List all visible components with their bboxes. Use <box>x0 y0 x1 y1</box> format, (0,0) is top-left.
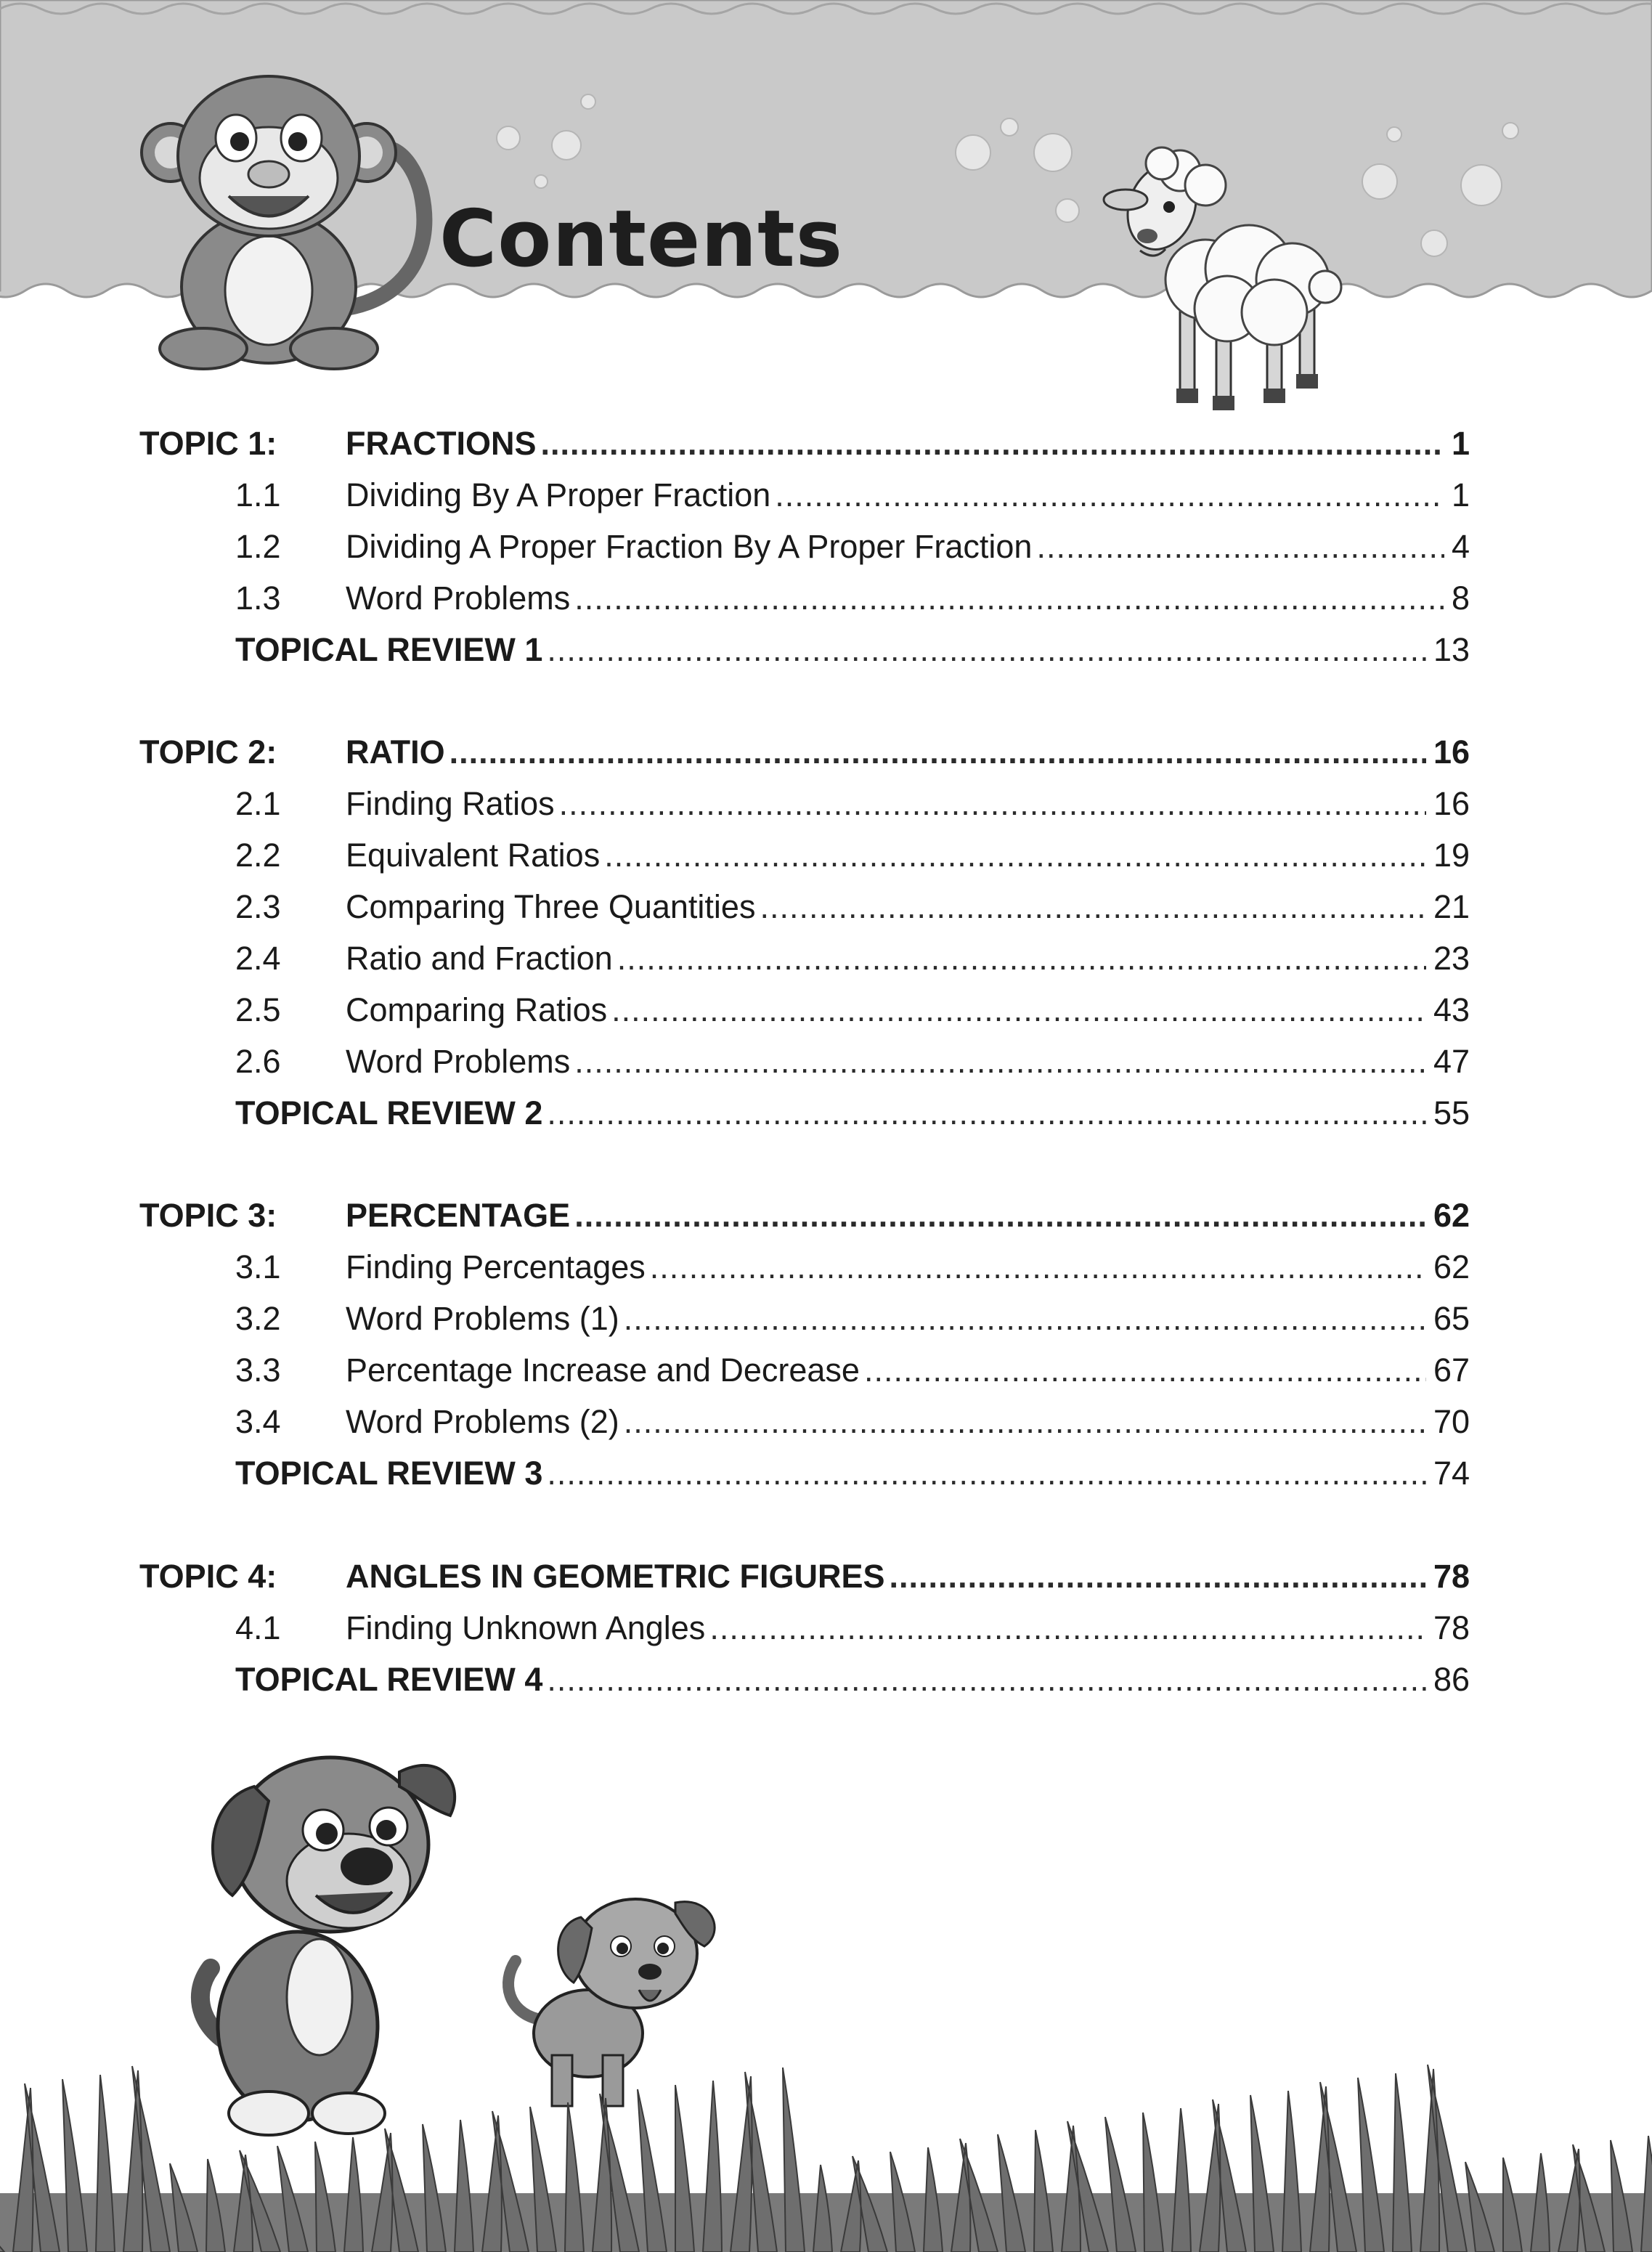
toc-topic-row[interactable] <box>139 1550 1470 1602</box>
toc-subtopic-row[interactable] <box>139 932 1470 984</box>
page-number: 16 <box>1433 733 1470 771</box>
toc-review-row[interactable] <box>139 1447 1470 1499</box>
page-number: 86 <box>1433 1661 1470 1698</box>
subtopic-number: 1.2 <box>235 528 281 565</box>
subtopic-title: Finding Percentages <box>346 1248 646 1285</box>
topic-label: TOPIC 4: <box>139 1558 277 1595</box>
subtopic-number: 2.3 <box>235 888 281 925</box>
page-number: 47 <box>1433 1043 1470 1080</box>
dot-leader <box>760 881 1425 932</box>
page-number: 16 <box>1433 785 1470 822</box>
page-number: 1 <box>1451 476 1470 513</box>
subtopic-number: 2.1 <box>235 785 281 822</box>
toc-subtopic-row[interactable] <box>139 829 1470 881</box>
subtopic-title: Word Problems (2) <box>346 1403 619 1440</box>
topic-label: TOPIC 1: <box>139 425 277 462</box>
dot-leader <box>547 1654 1426 1705</box>
subtopic-title: Finding Unknown Angles <box>346 1609 706 1646</box>
page-number: 1 <box>1451 425 1470 462</box>
toc-subtopic-row[interactable] <box>139 1602 1470 1654</box>
dot-leader <box>617 932 1426 984</box>
subtopic-title: Word Problems <box>346 580 571 617</box>
monkey-illustration <box>123 69 472 374</box>
page-number: 62 <box>1433 1197 1470 1234</box>
review-title: TOPICAL REVIEW 2 <box>235 1094 543 1131</box>
toc-subtopic-row[interactable] <box>139 1036 1470 1087</box>
topic-title: FRACTIONS <box>346 425 537 462</box>
page-number: 4 <box>1451 528 1470 565</box>
dot-leader <box>547 1087 1426 1139</box>
toc-subtopic-row[interactable] <box>139 1396 1470 1447</box>
subtopic-title: Comparing Ratios <box>346 991 608 1028</box>
dot-leader <box>611 984 1426 1036</box>
page-number: 78 <box>1433 1609 1470 1646</box>
topic-title: PERCENTAGE <box>346 1197 571 1234</box>
dot-leader <box>604 829 1426 881</box>
grass-blades <box>0 2065 1652 2252</box>
review-title: TOPICAL REVIEW 4 <box>235 1661 543 1698</box>
topic-section-2 <box>139 726 1470 1139</box>
lamb-illustration <box>1082 134 1358 425</box>
subtopic-title: Word Problems (1) <box>346 1300 619 1337</box>
subtopic-title: Finding Ratios <box>346 785 555 822</box>
toc-subtopic-row[interactable] <box>139 984 1470 1036</box>
toc-topic-row[interactable] <box>139 1190 1470 1241</box>
subtopic-number: 3.4 <box>235 1403 281 1440</box>
toc-subtopic-row[interactable] <box>139 1241 1470 1293</box>
page-number: 74 <box>1433 1455 1470 1492</box>
dot-leader <box>890 1550 1426 1602</box>
topic-label: TOPIC 3: <box>139 1197 277 1234</box>
page-number: 78 <box>1433 1558 1470 1595</box>
toc-subtopic-row[interactable] <box>139 521 1470 572</box>
subtopic-number: 1.3 <box>235 580 281 617</box>
page-number: 23 <box>1433 940 1470 977</box>
subtopic-number: 3.2 <box>235 1300 281 1337</box>
toc-review-row[interactable] <box>139 1654 1470 1705</box>
topic-title: ANGLES IN GEOMETRIC FIGURES <box>346 1558 885 1595</box>
subtopic-number: 1.1 <box>235 476 281 513</box>
dot-leader <box>1036 521 1444 572</box>
page-number: 19 <box>1433 837 1470 874</box>
page-number: 55 <box>1433 1094 1470 1131</box>
subtopic-title: Percentage Increase and Decrease <box>346 1351 860 1389</box>
subtopic-number: 3.1 <box>235 1248 281 1285</box>
subtopic-title: Equivalent Ratios <box>346 837 601 874</box>
dot-leader <box>864 1344 1426 1396</box>
review-title: TOPICAL REVIEW 3 <box>235 1455 543 1492</box>
topic-title: RATIO <box>346 733 445 771</box>
subtopic-title: Dividing A Proper Fraction By A Proper Fraction <box>346 528 1033 565</box>
subtopic-title: Ratio and Fraction <box>346 940 613 977</box>
topic-section-1 <box>139 418 1470 675</box>
subtopic-title: Dividing By A Proper Fraction <box>346 476 771 513</box>
page-number: 13 <box>1433 631 1470 668</box>
subtopic-number: 4.1 <box>235 1609 281 1646</box>
subtopic-number: 2.4 <box>235 940 281 977</box>
page-number: 65 <box>1433 1300 1470 1337</box>
page-number: 70 <box>1433 1403 1470 1440</box>
topic-label: TOPIC 2: <box>139 733 277 771</box>
topic-section-3 <box>139 1190 1470 1499</box>
dot-leader <box>574 1190 1426 1241</box>
toc-subtopic-row[interactable] <box>139 1344 1470 1396</box>
toc-topic-row[interactable] <box>139 726 1470 778</box>
dot-leader <box>449 726 1426 778</box>
page-number: 21 <box>1433 888 1470 925</box>
subtopic-number: 2.2 <box>235 837 281 874</box>
page-number: 62 <box>1433 1248 1470 1285</box>
subtopic-number: 2.6 <box>235 1043 281 1080</box>
subtopic-number: 3.3 <box>235 1351 281 1389</box>
page-number: 8 <box>1451 580 1470 617</box>
toc-review-row[interactable] <box>139 624 1470 675</box>
topic-section-4 <box>139 1550 1470 1705</box>
toc-subtopic-row[interactable] <box>139 572 1470 624</box>
review-title: TOPICAL REVIEW 1 <box>235 631 543 668</box>
subtopic-title: Comparing Three Quantities <box>346 888 756 925</box>
toc-review-row[interactable] <box>139 1087 1470 1139</box>
dot-leader <box>624 1396 1426 1447</box>
page-title: Contents <box>439 194 844 285</box>
toc-subtopic-row[interactable] <box>139 469 1470 521</box>
dot-leader <box>547 1447 1426 1499</box>
page-number: 67 <box>1433 1351 1470 1389</box>
dot-leader <box>559 778 1426 829</box>
subtopic-title: Word Problems <box>346 1043 571 1080</box>
toc-subtopic-row[interactable] <box>139 778 1470 829</box>
subtopic-number: 2.5 <box>235 991 281 1028</box>
toc-subtopic-row[interactable] <box>139 1293 1470 1344</box>
toc-topic-row[interactable] <box>139 418 1470 469</box>
dot-leader <box>547 624 1426 675</box>
dot-leader <box>574 572 1444 624</box>
dot-leader <box>624 1293 1426 1344</box>
page-number: 43 <box>1433 991 1470 1028</box>
grass-border <box>0 2019 1652 2252</box>
dot-leader <box>650 1241 1426 1293</box>
toc-subtopic-row[interactable] <box>139 881 1470 932</box>
dot-leader <box>775 469 1444 521</box>
dot-leader <box>541 418 1444 469</box>
dot-leader <box>709 1602 1426 1654</box>
dot-leader <box>574 1036 1426 1087</box>
